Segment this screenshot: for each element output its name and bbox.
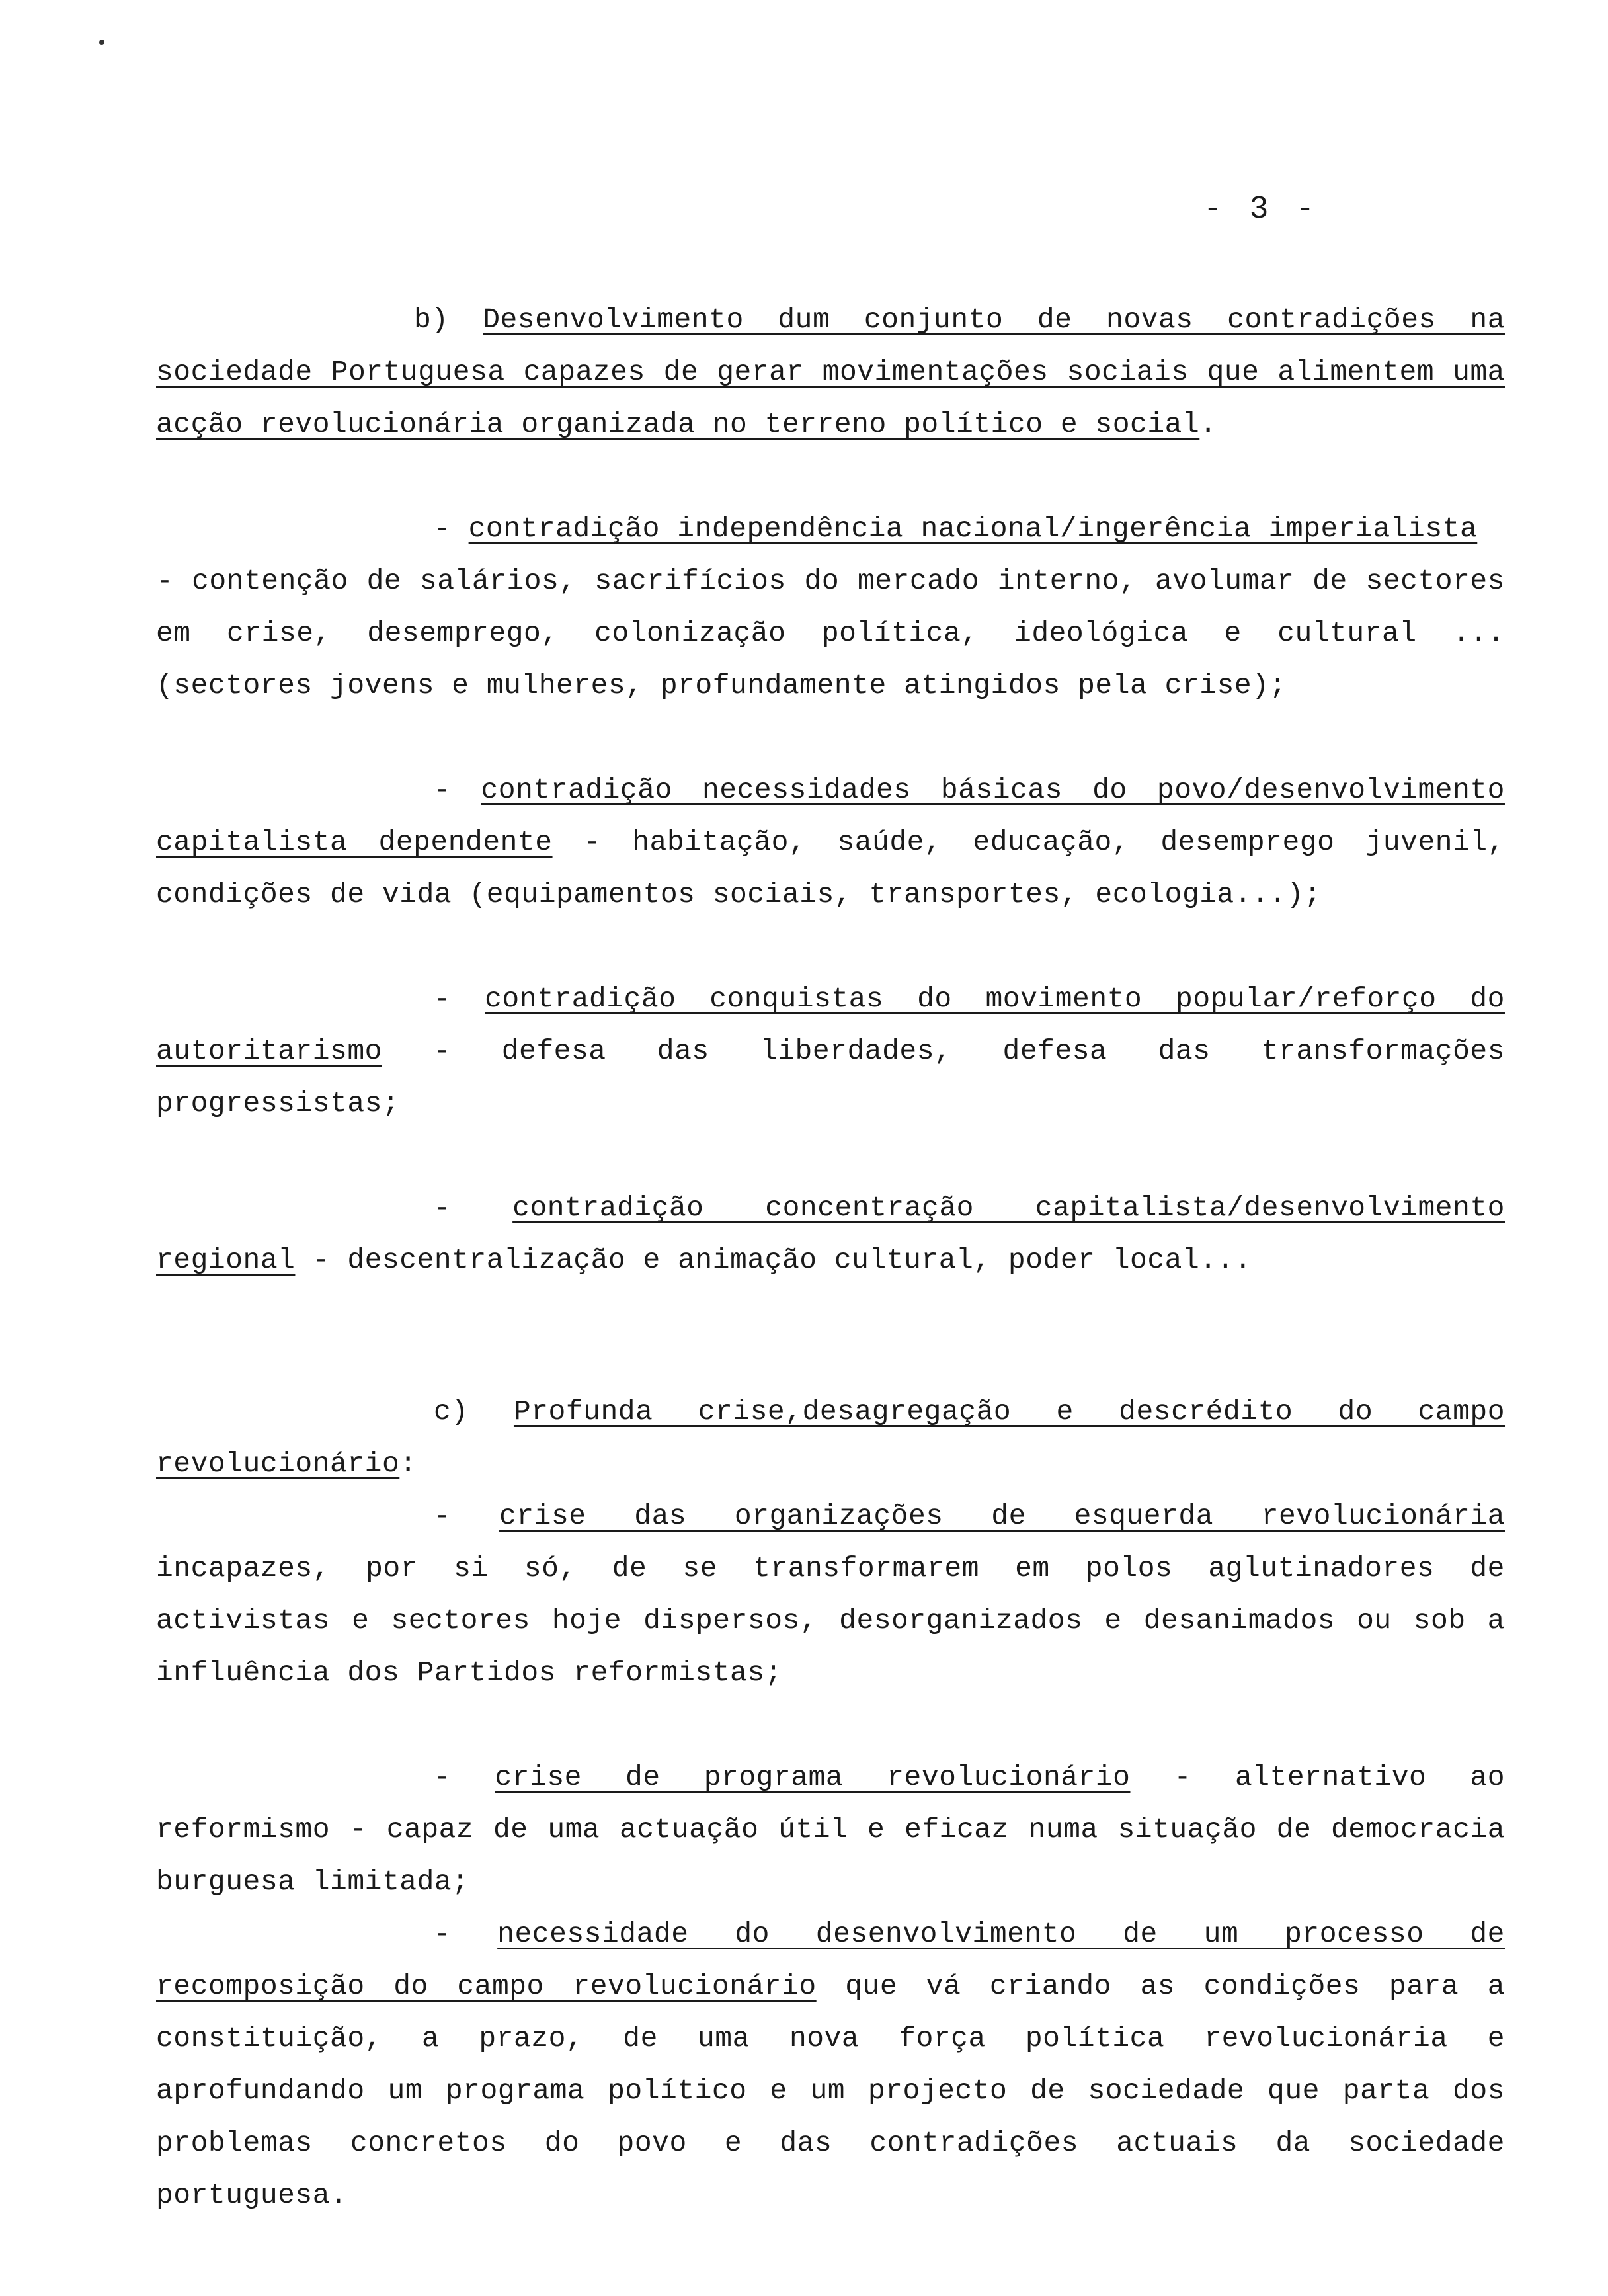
section-b-item	[156, 503, 1505, 555]
section-c-item	[156, 1490, 1505, 1699]
section-c-heading-end: :	[399, 1448, 417, 1480]
section-c-item	[156, 1751, 1505, 1908]
item-title: contradição independência nacional/ingerência imperialista	[468, 512, 1478, 545]
item-text: que vá criando as condições para a constituição, a prazo, de uma nova força política revolucionária e aprofundando um programa político e um projecto de sociedade que parta dos problemas concretos do povo e das contradições actuais da sociedade portuguesa.	[156, 1970, 1505, 2211]
section-c-heading	[156, 1385, 1505, 1490]
page-number: - 3 -	[1203, 192, 1319, 227]
section-b-item	[156, 973, 1505, 1129]
section-b-heading	[156, 294, 1505, 450]
item-dash: -	[434, 1192, 452, 1224]
section-c-item	[156, 1908, 1505, 2221]
item-dash: -	[434, 983, 452, 1015]
item-title: crise de programa revolucionário	[495, 1761, 1131, 1793]
item-text: - alternativo ao reformismo - capaz de uma actuação útil e eficaz numa situação de democracia burguesa limitada;	[156, 1761, 1505, 1898]
section-c-title: Profunda crise,desagregação e descrédito do campo revolucionário	[156, 1395, 1506, 1480]
section-b-item	[156, 764, 1505, 921]
document-body	[156, 294, 1505, 2221]
section-c-marker: c)	[434, 1395, 469, 1428]
item-text: - habitação, saúde, educação, desemprego juvenil, condições de vida (equipamentos sociais, transportes, ecologia...);	[156, 826, 1505, 911]
item-text: incapazes, por si só, de se transformarem em polos aglutinadores de activistas e sectores hoje dispersos, desorganizados e desanimados ou sob a influência dos Partidos reformistas;	[156, 1552, 1505, 1689]
section-b-heading-end: .	[1199, 408, 1217, 440]
item-dash: -	[434, 1500, 452, 1532]
item-title: crise das organizações de esquerda revolucionária	[499, 1500, 1505, 1532]
item-title: contradição concentração capitalista/desenvolvimento regional	[156, 1192, 1505, 1276]
section-b-marker: b)	[414, 304, 449, 336]
item-title: necessidade do desenvolvimento de um processo de recomposição do campo revolucionário	[156, 1918, 1505, 2002]
item-text: - defesa das liberdades, defesa das transformações progressistas;	[156, 1035, 1505, 1120]
item-text: - descentralização e animação cultural, poder local...	[295, 1244, 1252, 1276]
item-dash: -	[434, 1918, 452, 1950]
item-title: contradição necessidades básicas do povo/desenvolvimento capitalista dependente	[156, 774, 1505, 858]
item-title: contradição conquistas do movimento popular/reforço do autoritarismo	[156, 983, 1505, 1067]
item-dash: -	[434, 1761, 452, 1793]
section-b-title: Desenvolvimento dum conjunto de novas contradições na sociedade Portuguesa capazes de gerar movimentações sociais que alimentem uma acção revolucionária organizada no terreno político e social	[156, 304, 1505, 440]
item-text: - contenção de salários, sacrifícios do mercado interno, avolumar de sectores em crise, desemprego, colonização política, ideológica e cultural ...(sectores jovens e mulheres, profundamente atingidos pela crise);	[156, 565, 1505, 702]
scan-speck	[99, 40, 104, 45]
section-b-item	[156, 1182, 1505, 1286]
item-dash: -	[434, 512, 452, 545]
item-dash: -	[434, 774, 452, 806]
